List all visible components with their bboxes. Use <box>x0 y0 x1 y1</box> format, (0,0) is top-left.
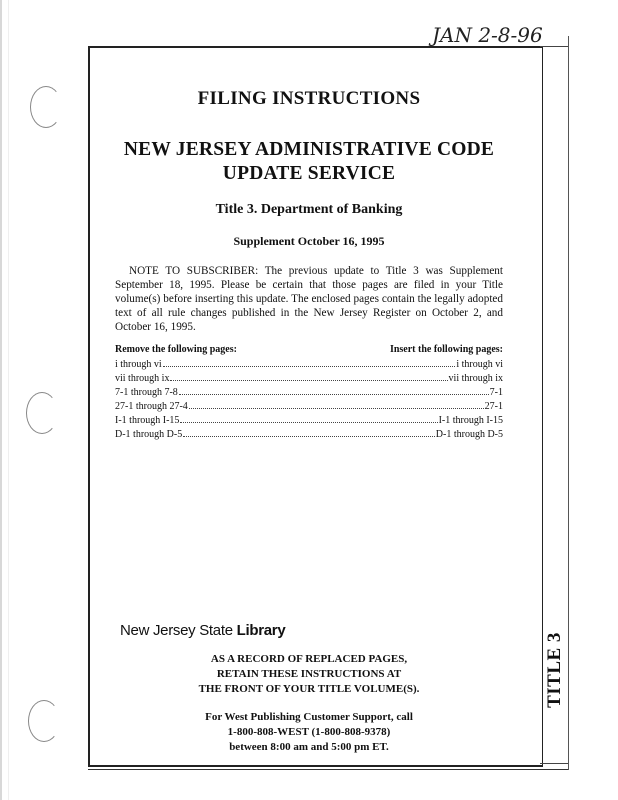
handwritten-date-text: JAN 2-8-96 <box>432 23 543 47</box>
remove-cell: 27-1 through 27-4 <box>115 401 188 412</box>
remove-cell: I-1 through I-15 <box>115 415 180 426</box>
insert-cell: I-1 through I-15 <box>438 415 503 426</box>
code-title <box>105 138 513 186</box>
code-title-line: UPDATE SERVICE <box>222 163 396 184</box>
insert-cell: D-1 through D-5 <box>435 429 503 440</box>
table-row <box>115 372 503 386</box>
scan-edge <box>8 0 9 800</box>
dot-leader <box>189 408 484 409</box>
table-row <box>115 386 503 400</box>
page-title: FILING INSTRUCTIONS <box>197 88 421 109</box>
code-title-line: NEW JERSEY ADMINISTRATIVE CODE <box>123 139 495 160</box>
remove-cell: i through vi <box>115 359 162 370</box>
dot-leader <box>163 366 456 367</box>
insert-cell: i through vi <box>456 359 503 370</box>
remove-cell: 7-1 through 7-8 <box>115 387 178 398</box>
support-hours: between 8:00 am and 5:00 pm ET. <box>229 741 389 753</box>
record-notice-line: THE FRONT OF YOUR TITLE VOLUME(S). <box>198 683 420 695</box>
library-stamp-prefix: New Jersey State <box>120 622 237 639</box>
frame-line <box>540 46 568 47</box>
support-info <box>115 710 503 755</box>
library-stamp-emphasis: Library <box>236 622 286 639</box>
frame-line <box>540 763 568 764</box>
remove-cell: D-1 through D-5 <box>115 429 183 440</box>
support-line: For West Publishing Customer Support, call <box>205 711 413 723</box>
table-row <box>115 428 503 442</box>
table-row <box>115 400 503 414</box>
frame-line <box>88 769 568 770</box>
insert-cell: 7-1 <box>489 387 503 398</box>
record-notice <box>115 652 503 697</box>
insert-cell: vii through ix <box>448 373 503 384</box>
table-row <box>115 358 503 372</box>
side-tab-label: TITLE 3 <box>544 632 565 708</box>
punch-hole-icon <box>28 700 60 742</box>
support-phone: 1-800-808-WEST (1-800-808-9378) <box>227 726 391 738</box>
punch-hole-icon <box>30 86 62 128</box>
remove-header: Remove the following pages: <box>115 344 237 355</box>
frame-line <box>568 36 569 770</box>
library-stamp <box>120 622 285 639</box>
scan-edge <box>0 0 2 800</box>
record-notice-line: RETAIN THESE INSTRUCTIONS AT <box>216 668 402 680</box>
supplement-date: Supplement October 16, 1995 <box>233 234 385 248</box>
insert-cell: 27-1 <box>484 401 503 412</box>
dot-leader <box>183 436 435 437</box>
dot-leader <box>179 394 489 395</box>
remove-cell: vii through ix <box>115 373 170 384</box>
table-row <box>115 414 503 428</box>
insert-header: Insert the following pages: <box>389 344 503 355</box>
record-notice-line: AS A RECORD OF REPLACED PAGES, <box>210 653 408 665</box>
title-line: Title 3. Department of Banking <box>215 202 403 217</box>
dot-leader <box>180 422 437 423</box>
pages-table <box>115 358 503 442</box>
dot-leader <box>170 380 447 381</box>
subscriber-note: NOTE TO SUBSCRIBER: The previous update to Title 3 was Supplement September 18, 1995. Please be certain that those pages are filed in your Title volume(s) before inserting this update. The enclosed pages contain the legally adopted text of all rule changes published in the New Jersey Register on October 2, and October 16, 1995. <box>115 265 503 333</box>
pages-table-header <box>115 344 503 355</box>
punch-hole-icon <box>26 392 58 434</box>
side-tab <box>542 620 568 720</box>
